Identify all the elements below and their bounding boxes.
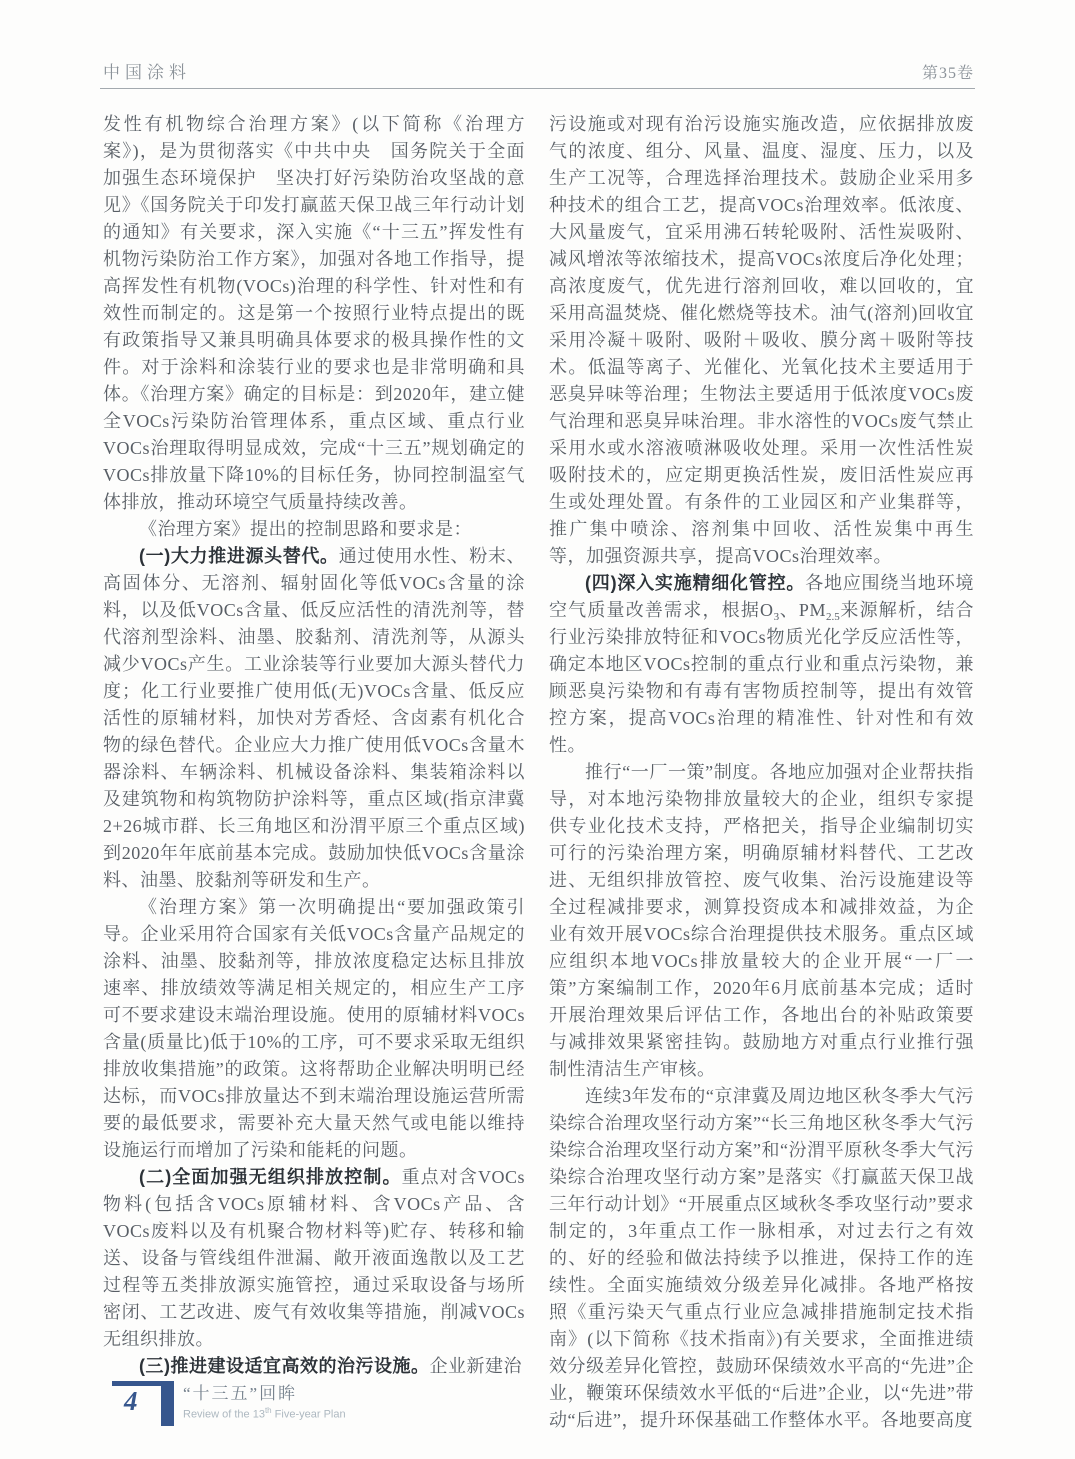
section-info (183, 1381, 346, 1421)
section-title: “十三五”回眸 (183, 1384, 298, 1403)
text-run: 连续3年发布的“京津冀及周边地区秋冬季大气污染综合治理攻坚行动方案”“长三角地区秋冬季大气污染综合治理攻坚行动方案”和“汾渭平原秋冬季大气污染综合治理攻坚行动方案”是落实《打赢蓝天保卫战三年行动计划》“开展重点区域秋冬季攻坚行动”要求制定的，3年重点工作一脉相承，对过去行之有效的、好的经验和做法持续予以推进，保持工作的连续性。全面实施绩效分级差异化减排。各地严格按照《重污染天气重点行业应急减排措施制定技术指南》(以下简称《技术指南》)有关要求，全面推进绩效分级差异化管控，鼓励环保绩效水平高的“先进”企业，鞭策环保绩效水平低的“后进”企业，以“先进”带动“后进”，提升环保基础工作整体水平。各地要高度 (549, 1086, 974, 1430)
text-column-left (103, 111, 525, 1380)
paragraph (549, 1083, 974, 1434)
text-run: 各地应围绕当地环境空气质量改善需求，根据O (549, 573, 974, 620)
paragraph (103, 894, 525, 1164)
journal-title: 中国涂料 (103, 63, 191, 82)
page-number-mark (112, 1381, 174, 1427)
paragraph (103, 111, 525, 516)
text-run: 《治理方案》第一次明确提出“要加强政策引导。企业采用符合国家有关低VOCs含量产品规定的涂料、油墨、胶黏剂等，排放浓度稳定达标且排放速率、排放绩效等满足相关规定的，相应生产工序可不要求建设末端治理设施。使用的原辅材料VOCs含量(质量比)低于10%的工序，可不要求采取无组织排放收集措施”的政策。这将帮助企业解决明明已经达标，而VOCs排放量达不到末端治理设施运营所需要的最低要求，需要补充大量天然气或电能以维持设施运行而增加了污染和能耗的问题。 (103, 897, 525, 1160)
text-column-right (549, 111, 974, 1434)
paragraph (103, 516, 525, 543)
subscript-text: 2.5 (825, 611, 840, 623)
text-run: 通过使用水性、粉末、高固体分、无溶剂、辐射固化等低VOCs含量的涂料，以及低VOCs含量、低反应活性的清洗剂等，替代溶剂型涂料、油墨、胶黏剂、清洗剂等，从源头减少VOCs产生。工业涂装等行业要加大源头替代力度；化工行业要推广使用低(无)VOCs含量、低反应活性的原辅材料，加快对芳香烃、含卤素有机化合物的绿色替代。企业应大力推广使用低VOCs含量木器涂料、车辆涂料、机械设备涂料、集装箱涂料以及建筑物和构筑物防护涂料等，重点区域(指京津冀2+26城市群、长三角地区和汾渭平原三个重点区域)到2020年年底前基本完成。鼓励加快低VOCs含量涂料、油墨、胶黏剂等研发和生产。 (103, 546, 525, 890)
paragraph (549, 759, 974, 1083)
paragraph-lead: (一)大力推进源头替代。 (139, 546, 339, 566)
text-run: 重点对含VOCs物料(包括含VOCs原辅材料、含VOCs产品、含VOCs废料以及有机聚合物材料等)贮存、转移和输送、设备与管线组件泄漏、敞开液面逸散以及工艺过程等五类排放源实施管控，通过采取设备与场所密闭、工艺改进、废气有效收集等措施，削减VOCs无组织排放。 (103, 1167, 525, 1349)
paragraph (103, 1353, 525, 1380)
text-run: 《治理方案》提出的控制思路和要求是： (139, 519, 472, 539)
subtitle-ordinal: th (264, 1406, 272, 1415)
footer (112, 1381, 346, 1427)
paragraph (103, 1164, 525, 1353)
text-run: 企业新建治 (429, 1356, 522, 1376)
paragraph (549, 111, 974, 570)
subscript-text: 3 (773, 611, 780, 623)
paragraph (103, 543, 525, 894)
volume-label: 第35卷 (921, 65, 974, 82)
subtitle-suffix: Five-year Plan (271, 1408, 346, 1421)
text-run: 来源解析，结合行业污染排放特征和VOCs物质光化学反应活性等，确定本地区VOCs控制的重点行业和重点污染物，兼顾恶臭污染物和有毒有害物质控制等，提出有效管控方案，提高VOCs治理的精准性、针对性和有效性。 (549, 600, 975, 755)
page-number: 4 (124, 1386, 138, 1416)
paragraph-lead: (四)深入实施精细化管控。 (585, 573, 806, 593)
text-run: 推行“一厂一策”制度。各地应加强对企业帮扶指导，对本地污染物排放量较大的企业，组织专家提供专业化技术支持，严格把关，指导企业编制切实可行的污染治理方案，明确原辅材料替代、工艺改进、无组织排放管控、废气收集、治污设施建设等全过程减排要求，测算投资成本和减排效益，为企业有效开展VOCs综合治理提供技术服务。重点区域应组织本地VOCs排放量较大的企业开展“一厂一策”方案编制工作，2020年6月底前基本完成；适时开展治理效果后评估工作，各地出台的补贴政策要与减排效果紧密挂钩。鼓励地方对重点行业推行强制性清洁生产审核。 (549, 762, 974, 1079)
paragraph-lead: (二)全面加强无组织排放控制。 (139, 1167, 402, 1187)
header-rule (100, 88, 975, 89)
paragraph-lead: (三)推进建设适宜高效的治污设施。 (139, 1356, 430, 1376)
section-subtitle (183, 1406, 346, 1421)
paragraph (549, 570, 974, 759)
text-run: 发性有机物综合治理方案》(以下简称《治理方案》)，是为贯彻落实《中共中央 国务院关于全面加强生态环境保护 坚决打好污染防治攻坚战的意见》《国务院关于印发打赢蓝天保卫战三年行动计划的通知》有关要求，深入实施《“十三五”挥发性有机物污染防治工作方案》，加强对各地工作指导，提高挥发性有机物(VOCs)治理的科学性、针对性和有效性而制定的。这是第一个按照行业特点提出的既有政策指导又兼具明确具体要求的极具操作性的文件。对于涂料和涂装行业的要求也是非常明确和具体。《治理方案》确定的目标是：到2020年，建立健全VOCs污染防治管理体系，重点区域、重点行业VOCs治理取得明显成效，完成“十三五”规划确定的VOCs排放量下降10%的目标任务，协同控制温室气体排放，推动环境空气质量持续改善。 (103, 114, 525, 512)
footer-bracket-side (161, 1381, 174, 1426)
subtitle-prefix: Review of the 13 (183, 1408, 265, 1421)
text-run: 污设施或对现有治污设施实施改造，应依据排放废气的浓度、组分、风量、温度、湿度、压力，以及生产工况等，合理选择治理技术。鼓励企业采用多种技术的组合工艺，提高VOCs治理效率。低浓度、大风量废气，宜采用沸石转轮吸附、活性炭吸附、减风增浓等浓缩技术，提高VOCs浓度后净化处理；高浓度废气，优先进行溶剂回收，难以回收的，宜采用高温焚烧、催化燃烧等技术。油气(溶剂)回收宜采用冷凝＋吸附、吸附＋吸收、膜分离＋吸附等技术。低温等离子、光催化、光氧化技术主要适用于恶臭异味等治理；生物法主要适用于低浓度VOCs废气治理和恶臭异味治理。非水溶性的VOCs废气禁止采用水或水溶液喷淋吸收处理。采用一次性活性炭吸附技术的，应定期更换活性炭，废旧活性炭应再生或处理处置。有条件的工业园区和产业集群等，推广集中喷涂、溶剂集中回收、活性炭集中再生等，加强资源共享，提高VOCs治理效率。 (549, 114, 974, 566)
text-run: 、PM (779, 600, 826, 620)
